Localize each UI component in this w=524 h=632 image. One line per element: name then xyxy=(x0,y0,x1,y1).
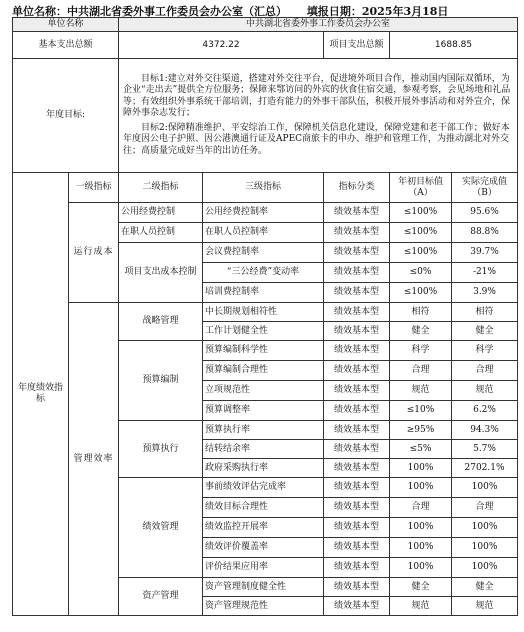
level3-cell: 预算编制科学性 xyxy=(203,341,324,361)
project-expense-label: 项目支出总额 xyxy=(324,32,390,59)
level2-cell: 预算编制 xyxy=(119,341,203,421)
unit-label: 单位名称： xyxy=(12,5,67,18)
level2-cell: 资产管理 xyxy=(119,578,203,616)
level3-cell: 绩效评价覆盖率 xyxy=(203,538,324,558)
level3-cell: 结转结余率 xyxy=(203,440,324,459)
unit-name-label: 单位名称 xyxy=(13,18,119,32)
level2-cell: 项目支出成本控制 xyxy=(119,243,203,303)
actual-cell: 6.2% xyxy=(452,401,518,421)
level3-cell: 会议费控制率 xyxy=(203,243,324,263)
target-cell: 合理 xyxy=(390,498,452,518)
level3-cell: 评价结果应用率 xyxy=(203,558,324,578)
actual-cell: 100% xyxy=(452,558,518,578)
type-cell: 绩效基本型 xyxy=(324,303,390,322)
actual-cell: 2702.1% xyxy=(452,459,518,478)
type-cell: 绩效基本型 xyxy=(324,498,390,518)
target-cell: 规范 xyxy=(390,597,452,616)
performance-table xyxy=(12,17,518,616)
actual-cell: 规范 xyxy=(452,381,518,401)
target-cell: ≤10% xyxy=(390,401,452,421)
level2-cell: 预算执行 xyxy=(119,421,203,478)
target-cell: ≤100% xyxy=(390,223,452,243)
level2-cell: 公用经费控制 xyxy=(119,203,203,223)
actual-cell: 相符 xyxy=(452,303,518,322)
target-cell: 100% xyxy=(390,538,452,558)
type-cell: 绩效基本型 xyxy=(324,459,390,478)
target-cell: ≤5% xyxy=(390,440,452,459)
unit-name: 中共湖北省委外事工作委员会办公室（汇总） xyxy=(67,5,287,18)
basic-expense-value: 4372.22 xyxy=(119,32,324,59)
actual-cell: -21% xyxy=(452,263,518,283)
level3-cell: 预算编制合理性 xyxy=(203,361,324,381)
col-level1: 一级指标 xyxy=(69,173,119,203)
type-cell: 绩效基本型 xyxy=(324,322,390,341)
col-target: 年初目标值（A） xyxy=(390,173,452,203)
level3-cell: 公用经费控制率 xyxy=(203,203,324,223)
type-cell: 绩效基本型 xyxy=(324,518,390,538)
target-cell: 100% xyxy=(390,478,452,498)
type-cell: 绩效基本型 xyxy=(324,558,390,578)
basic-expense-label: 基本支出总额 xyxy=(13,32,119,59)
fill-date-label: 填报日期： xyxy=(306,5,362,18)
col-level2: 二级指标 xyxy=(119,173,203,203)
actual-cell: 科学 xyxy=(452,341,518,361)
level3-cell: 立项规范性 xyxy=(203,381,324,401)
type-cell: 绩效基本型 xyxy=(324,440,390,459)
col-level3: 三级指标 xyxy=(203,173,324,203)
type-cell: 绩效基本型 xyxy=(324,263,390,283)
target-cell: ≥95% xyxy=(390,421,452,440)
target-cell: 100% xyxy=(390,518,452,538)
actual-cell: 88.8% xyxy=(452,223,518,243)
level3-cell: 政府采购执行率 xyxy=(203,459,324,478)
level2-cell: 在职人员控制 xyxy=(119,223,203,243)
target-cell: 科学 xyxy=(390,341,452,361)
target-cell: 健全 xyxy=(390,578,452,597)
actual-cell: 100% xyxy=(452,518,518,538)
type-cell: 绩效基本型 xyxy=(324,243,390,263)
type-cell: 绩效基本型 xyxy=(324,538,390,558)
annual-goals-label: 年度目标: xyxy=(13,59,119,173)
target-cell: 合理 xyxy=(390,361,452,381)
type-cell: 绩效基本型 xyxy=(324,578,390,597)
actual-cell: 100% xyxy=(452,478,518,498)
type-cell: 绩效基本型 xyxy=(324,341,390,361)
level3-cell: 预算执行率 xyxy=(203,421,324,440)
level1-management-efficiency: 管理效率 xyxy=(69,303,119,616)
level3-cell: 中长期规划相符性 xyxy=(203,303,324,322)
type-cell: 绩效基本型 xyxy=(324,223,390,243)
level3-cell: 事前绩效评估完成率 xyxy=(203,478,324,498)
target-cell: ≤100% xyxy=(390,283,452,303)
actual-cell: 规范 xyxy=(452,597,518,616)
actual-cell: 合理 xyxy=(452,498,518,518)
col-actual: 实际完成值（B） xyxy=(452,173,518,203)
actual-cell: 健全 xyxy=(452,322,518,341)
actual-cell: 94.3% xyxy=(452,421,518,440)
type-cell: 绩效基本型 xyxy=(324,421,390,440)
target-cell: 相符 xyxy=(390,303,452,322)
type-cell: 绩效基本型 xyxy=(324,597,390,616)
level3-cell: 绩效监控开展率 xyxy=(203,518,324,538)
type-cell: 绩效基本型 xyxy=(324,401,390,421)
annual-goals-text xyxy=(119,59,518,173)
level3-cell: 预算调整率 xyxy=(203,401,324,421)
goal-2: 目标2:保障精准维护、平安综治工作，保障机关信息化建设，保障党建和老干部工作；做好本年度因公电子护照、因公港澳通行证及APEC商旅卡的申办、维护和管理工作，为推动湖北对外交往；高质量完成好当年的出访任务。 xyxy=(123,122,510,156)
target-cell: 100% xyxy=(390,459,452,478)
goal-1: 目标1:建立对外交往渠道，搭建对外交往平台，促进境外项目合作，推动国内国际双循环，为企业“走出去”提供全方位服务；保障来鄂访问的外宾的伙食住宿交通，参观考察，会见场地和礼品等；有效组织外事系统干部培训，打造有能力的外事干部队伍，积极开展外事活动和对外宣介，保障外事杂志发行； xyxy=(123,73,511,119)
actual-cell: 3.9% xyxy=(452,283,518,303)
col-type: 指标分类 xyxy=(324,173,390,203)
level1-operating-cost: 运行成本 xyxy=(69,203,119,303)
type-cell: 绩效基本型 xyxy=(324,478,390,498)
actual-cell: 5.7% xyxy=(452,440,518,459)
type-cell: 绩效基本型 xyxy=(324,381,390,401)
target-cell: ≤100% xyxy=(390,243,452,263)
actual-cell: 合理 xyxy=(452,361,518,381)
level3-cell: 工作计划健全性 xyxy=(203,322,324,341)
annual-indicators-label: 年度绩效指标 xyxy=(13,173,69,616)
target-cell: 健全 xyxy=(390,322,452,341)
fill-date: 2025年3月18日 xyxy=(361,5,449,18)
level2-cell: 绩效管理 xyxy=(119,478,203,578)
target-cell: 100% xyxy=(390,558,452,578)
level3-cell: 绩效目标合理性 xyxy=(203,498,324,518)
level3-cell: 在职人员控制率 xyxy=(203,223,324,243)
level3-cell: “三公经费”变动率 xyxy=(203,263,324,283)
level3-cell: 培训费控制率 xyxy=(203,283,324,303)
level3-cell: 资产管理规范性 xyxy=(203,597,324,616)
type-cell: 绩效基本型 xyxy=(324,361,390,381)
project-expense-value: 1688.85 xyxy=(390,32,518,59)
type-cell: 绩效基本型 xyxy=(324,283,390,303)
level3-cell: 资产管理制度健全性 xyxy=(203,578,324,597)
actual-cell: 健全 xyxy=(452,578,518,597)
report-header xyxy=(12,3,517,17)
unit-name-value: 中共湖北省委外事工作委员会办公室 xyxy=(119,18,518,32)
level2-cell: 战略管理 xyxy=(119,303,203,341)
target-cell: ≤0% xyxy=(390,263,452,283)
type-cell: 绩效基本型 xyxy=(324,203,390,223)
actual-cell: 95.6% xyxy=(452,203,518,223)
target-cell: ≤100% xyxy=(390,203,452,223)
target-cell: 规范 xyxy=(390,381,452,401)
actual-cell: 39.7% xyxy=(452,243,518,263)
actual-cell: 100% xyxy=(452,538,518,558)
